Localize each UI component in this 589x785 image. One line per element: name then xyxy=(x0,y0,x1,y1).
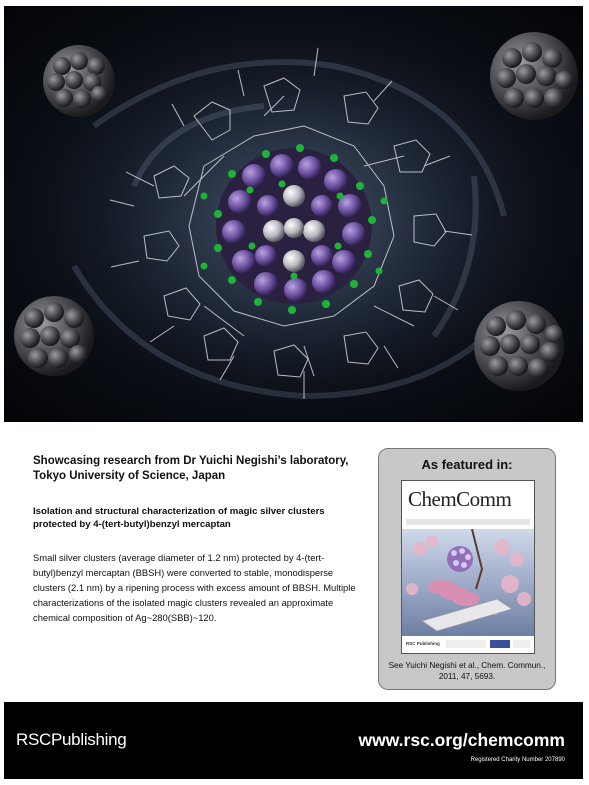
cover-publisher-mark: RSC Publishing xyxy=(406,641,440,646)
journal-cover-thumbnail[interactable] xyxy=(401,480,535,654)
corner-cluster-bottom-left xyxy=(14,296,94,376)
cluster-illustration xyxy=(4,6,583,420)
citation-line-2: 2011, 47, 5693. xyxy=(438,672,496,681)
article-summary: Small silver clusters (average diameter of 1.2 nm) protected by 4-(tert-butyl)benzyl mercaptan (BBSH) were converted to stable, monodisperse clusters (2.1 nm) by a ripening process with excess amount of BBSH. Multiple characterizations of the isolated magic clusters revealed an approximate chemical composition of Ag~280(SBB)~120. xyxy=(33,552,356,623)
cover-footer xyxy=(406,638,530,650)
citation-line-1: See Yuichi Negishi et al., Chem. Commun., xyxy=(388,661,546,670)
footer-bar xyxy=(4,702,583,779)
cover-artwork xyxy=(402,529,534,636)
poster xyxy=(4,6,583,779)
citation xyxy=(379,660,555,682)
journal-url-link[interactable]: www.rsc.org/chemcomm xyxy=(358,730,565,750)
charity-number: Registered Charity Number 207890 xyxy=(470,757,565,763)
corner-cluster-top-right xyxy=(490,32,578,120)
article-title: Isolation and structural characterization of magic silver clusters protected by 4-(tert-butyl)benzyl mercaptan xyxy=(33,506,325,530)
journal-logo: ChemComm xyxy=(408,487,512,511)
showcase-title: Showcasing research from Dr Yuichi Negishi’s laboratory, Tokyo University of Science, Japan xyxy=(33,455,349,482)
corner-cluster-top-left xyxy=(43,45,115,117)
cover-issue-bar xyxy=(406,519,530,525)
info-panel xyxy=(4,422,583,702)
corner-cluster-bottom-right xyxy=(474,301,564,391)
featured-in-card[interactable] xyxy=(378,448,556,690)
hero-image-silver-cluster xyxy=(4,6,583,420)
rsc-publishing-logo[interactable]: RSCPublishing xyxy=(16,730,127,749)
featured-heading: As featured in: xyxy=(421,457,513,472)
